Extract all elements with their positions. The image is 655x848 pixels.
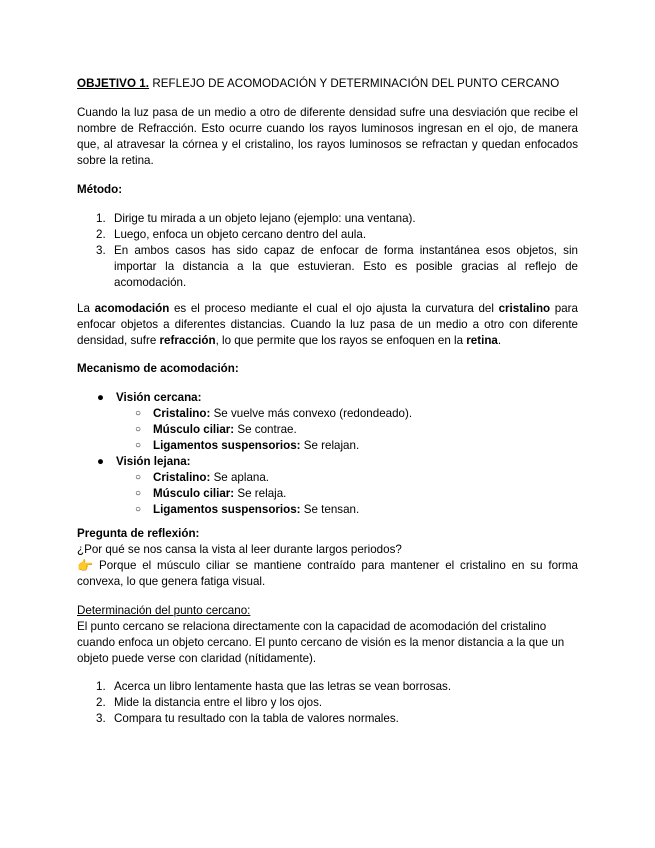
near-point-step — [77, 711, 578, 727]
near-point-step — [77, 695, 578, 711]
detail-text: Se contrae. — [234, 423, 297, 436]
reflection-section — [77, 526, 578, 590]
step-number: 1. — [96, 212, 106, 225]
detail-text: Se vuelve más convexo (redondeado). — [210, 407, 413, 420]
near-point-steps — [77, 679, 578, 727]
method-step — [77, 243, 578, 291]
step-text: Mide la distancia entre el libro y los ojos. — [114, 696, 323, 709]
objective-title — [77, 76, 578, 92]
intro-paragraph: Cuando la luz pasa de un medio a otro de diferente densidad sufre una desviación que recibe el nombre de Refracción. Esto ocurre cuando los rayos luminosos ingresan en el ojo, de manera que, al atravesar la córnea y el cristalino, los rayos luminosos se refractan y quedan enfocados sobre la retina. — [77, 106, 578, 167]
accommodation-paragraph — [77, 301, 578, 349]
term-accommodation: acomodación — [94, 302, 170, 315]
pointing-hand-icon: 👉 — [77, 558, 94, 573]
reflection-answer-text: Porque el músculo ciliar se mantiene contraído para mantener el cristalino en su forma convexa, lo que genera fatiga visual. — [77, 559, 578, 588]
objective-text: REFLEJO DE ACOMODACIÓN Y DETERMINACIÓN DEL PUNTO CERCANO — [149, 77, 560, 90]
bullet-icon: ● — [97, 455, 105, 468]
step-text: En ambos casos has sido capaz de enfocar de forma instantánea esos objetos, sin importar la distancia a la que estuvieran. Esto es posible gracias al reflejo de acomodación. — [114, 244, 578, 289]
far-vision-detail — [77, 470, 578, 486]
text-run: La — [77, 302, 95, 315]
detail-term: Ligamentos suspensorios: — [153, 503, 301, 516]
reflection-heading: Pregunta de reflexión: — [77, 527, 200, 540]
detail-term: Cristalino: — [153, 407, 211, 420]
detail-term: Músculo ciliar: — [153, 487, 235, 500]
detail-term: Músculo ciliar: — [153, 423, 235, 436]
step-number: 2. — [96, 696, 106, 709]
term-lens: cristalino — [498, 302, 551, 315]
step-text: Dirige tu mirada a un objeto lejano (ejemplo: una ventana). — [114, 212, 416, 225]
step-number: 3. — [96, 244, 106, 257]
text-run: es el proceso mediante el cual el ojo ajusta la curvatura del — [169, 302, 499, 315]
circle-bullet-icon: ○ — [135, 440, 142, 451]
bullet-icon: ● — [97, 391, 105, 404]
circle-bullet-icon: ○ — [135, 424, 142, 435]
mechanism-heading-text: Mecanismo de acomodación: — [77, 362, 239, 375]
circle-bullet-icon: ○ — [135, 408, 142, 419]
objective-label: OBJETIVO 1. — [77, 77, 150, 90]
far-vision-detail — [77, 486, 578, 502]
near-vision-detail — [77, 406, 578, 422]
text-run: . — [497, 334, 502, 347]
step-text: Luego, enfoca un objeto cercano dentro del aula. — [114, 228, 367, 241]
near-vision-label: Visión cercana: — [116, 391, 202, 404]
near-point-section — [77, 603, 578, 667]
near-vision-detail — [77, 422, 578, 438]
reflection-answer — [77, 558, 578, 590]
detail-term: Cristalino: — [153, 471, 211, 484]
detail-term: Ligamentos suspensorios: — [153, 439, 301, 452]
near-point-heading: Determinación del punto cercano: — [77, 604, 251, 617]
near-vision-detail — [77, 438, 578, 454]
detail-text: Se relajan. — [300, 439, 360, 452]
near-point-text: El punto cercano se relaciona directamente con la capacidad de acomodación del cristalino cuando enfoca un objeto cercano. El punto cercano de visión es la menor distancia a la que un objeto puede verse con claridad (nítidamente). — [77, 620, 565, 665]
step-number: 1. — [96, 680, 106, 693]
circle-bullet-icon: ○ — [135, 504, 142, 515]
mechanism-list — [77, 390, 578, 518]
text-run: para enfocar objetos a diferentes distancias. Cuando la luz pasa de un medio a otro con diferente densidad, sufre — [77, 302, 578, 347]
term-refraction: refracción — [159, 334, 216, 347]
mechanism-heading — [77, 361, 578, 377]
method-step — [77, 211, 578, 227]
far-vision-label: Visión lejana: — [116, 455, 191, 468]
near-vision-item — [77, 390, 578, 406]
far-vision-item — [77, 454, 578, 470]
method-heading-text: Método: — [77, 183, 123, 196]
step-number: 2. — [96, 228, 106, 241]
method-steps — [77, 211, 578, 291]
circle-bullet-icon: ○ — [135, 488, 142, 499]
term-retina: retina — [466, 334, 498, 347]
far-vision-detail — [77, 502, 578, 518]
method-step — [77, 227, 578, 243]
detail-text: Se aplana. — [210, 471, 270, 484]
step-text: Compara tu resultado con la tabla de valores normales. — [114, 712, 399, 725]
reflection-question: ¿Por qué se nos cansa la vista al leer durante largos periodos? — [77, 543, 402, 556]
step-text: Acerca un libro lentamente hasta que las letras se vean borrosas. — [114, 680, 452, 693]
method-heading — [77, 182, 578, 198]
text-run: , lo que permite que los rayos se enfoquen en la — [215, 334, 467, 347]
circle-bullet-icon: ○ — [135, 472, 142, 483]
detail-text: Se tensan. — [300, 503, 360, 516]
step-number: 3. — [96, 712, 106, 725]
detail-text: Se relaja. — [234, 487, 287, 500]
near-point-step — [77, 679, 578, 695]
